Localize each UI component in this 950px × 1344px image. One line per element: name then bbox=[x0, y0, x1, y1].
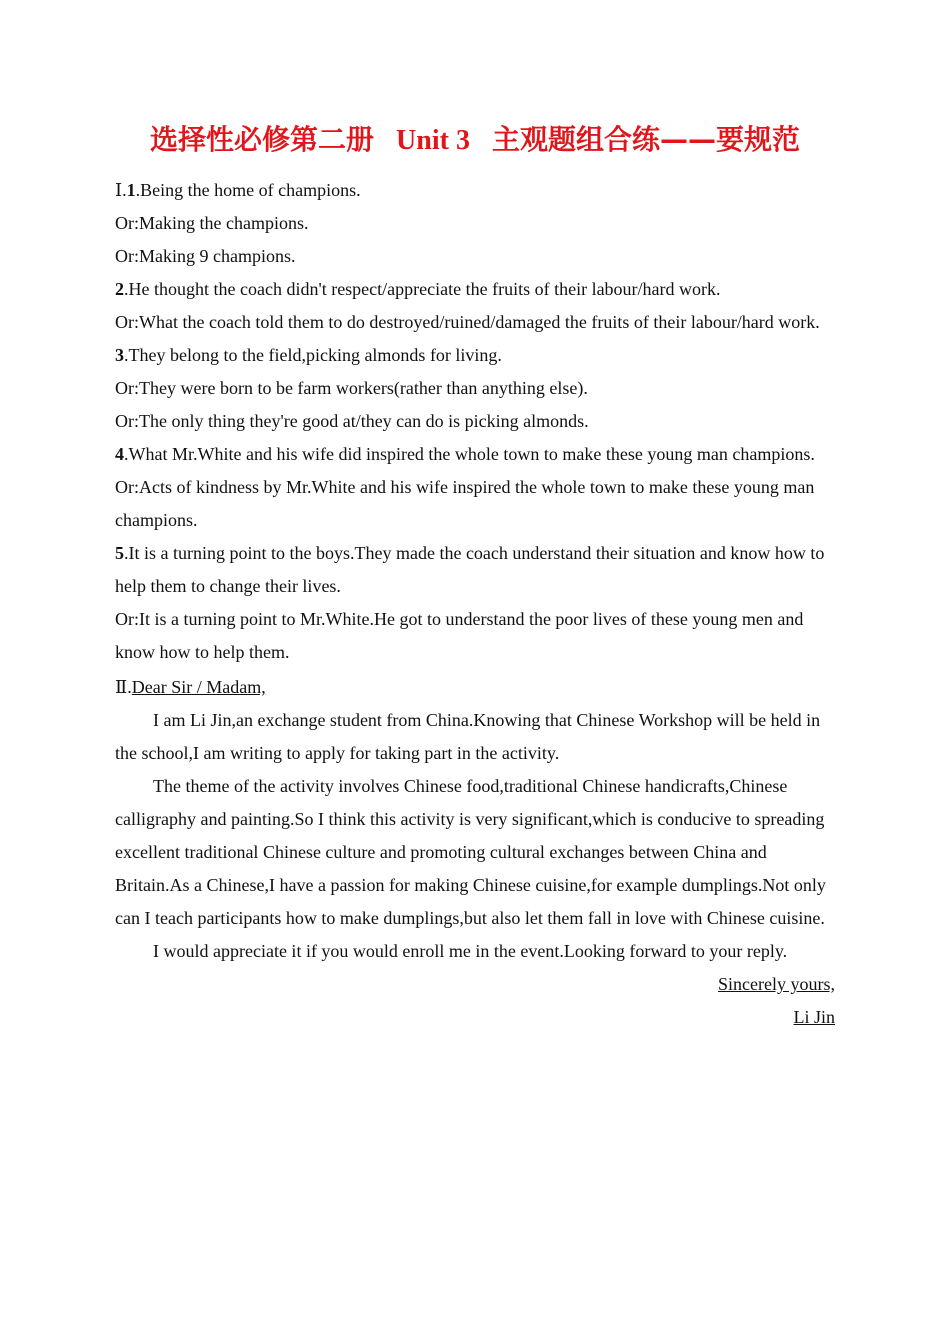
answer-content bbox=[115, 174, 835, 1034]
q5-alt-1: Or:It is a turning point to Mr.White.He got to understand the poor lives of these young men and know how to help them. bbox=[115, 609, 804, 662]
letter-paragraph-3: I would appreciate it if you would enroll me in the event.Looking forward to your reply. bbox=[153, 941, 788, 961]
letter-paragraph-2: The theme of the activity involves Chinese food,traditional Chinese handicrafts,Chinese calligraphy and painting.So I think this activity is very significant,which is conducive to spreading excellent traditional Chinese culture and promoting cultural exchanges between China and Britain.As a Chinese,I have a passion for making Chinese cuisine,for example dumplings.Not only can I teach participants how to make dumplings,but also let them fall in love with Chinese cuisine. bbox=[115, 776, 826, 928]
section2-marker: Ⅱ. bbox=[115, 677, 132, 697]
q3-alt-1: Or:They were born to be farm workers(rather than anything else). bbox=[115, 378, 588, 398]
q3-text: .They belong to the field,picking almonds for living. bbox=[124, 345, 502, 365]
q5-line bbox=[115, 537, 835, 603]
q4-alt-1: Or:Acts of kindness by Mr.White and his wife inspired the whole town to make these young man champions. bbox=[115, 477, 815, 530]
q3-number: 3 bbox=[115, 345, 124, 365]
q3-line bbox=[115, 339, 835, 372]
q1-alt-1: Or:Making the champions. bbox=[115, 213, 309, 233]
q1-text: .Being the home of champions. bbox=[135, 180, 361, 200]
q2-text: .He thought the coach didn't respect/appreciate the fruits of their labour/hard work. bbox=[124, 279, 721, 299]
q2-line bbox=[115, 273, 835, 306]
letter-signature-line bbox=[115, 1001, 835, 1034]
title-cn-right: 主观题组合练——要规范 bbox=[491, 123, 800, 156]
title-unit: Unit 3 bbox=[396, 125, 470, 156]
q2-number: 2 bbox=[115, 279, 124, 299]
q1-line bbox=[115, 174, 835, 207]
letter-closing-line bbox=[115, 968, 835, 1001]
letter-paragraph-1: I am Li Jin,an exchange student from China.Knowing that Chinese Workshop will be held in the school,I am writing to apply for taking part in the activity. bbox=[115, 710, 821, 763]
letter-closing: Sincerely yours, bbox=[718, 974, 835, 994]
q1-alt-2: Or:Making 9 champions. bbox=[115, 246, 296, 266]
q2-alt-1: Or:What the coach told them to do destroyed/ruined/damaged the fruits of their labour/hard work. bbox=[115, 312, 820, 332]
q3-alt-2: Or:The only thing they're good at/they can do is picking almonds. bbox=[115, 411, 589, 431]
letter-salutation: Dear Sir / Madam, bbox=[131, 677, 266, 697]
q4-line bbox=[115, 438, 835, 471]
title-cn-left: 选择性必修第二册 bbox=[150, 123, 375, 156]
letter-signature: Li Jin bbox=[793, 1007, 835, 1027]
letter-salutation-line bbox=[115, 671, 835, 704]
page-title bbox=[0, 118, 950, 158]
q1-number: 1 bbox=[126, 180, 136, 200]
q4-text: .What Mr.White and his wife did inspired the whole town to make these young man champions. bbox=[124, 444, 815, 464]
section1-marker: Ⅰ. bbox=[115, 180, 127, 200]
q5-number: 5 bbox=[115, 543, 124, 563]
q4-number: 4 bbox=[115, 444, 124, 464]
q5-text: .It is a turning point to the boys.They made the coach understand their situation and know how to help them to change their lives. bbox=[115, 543, 825, 596]
